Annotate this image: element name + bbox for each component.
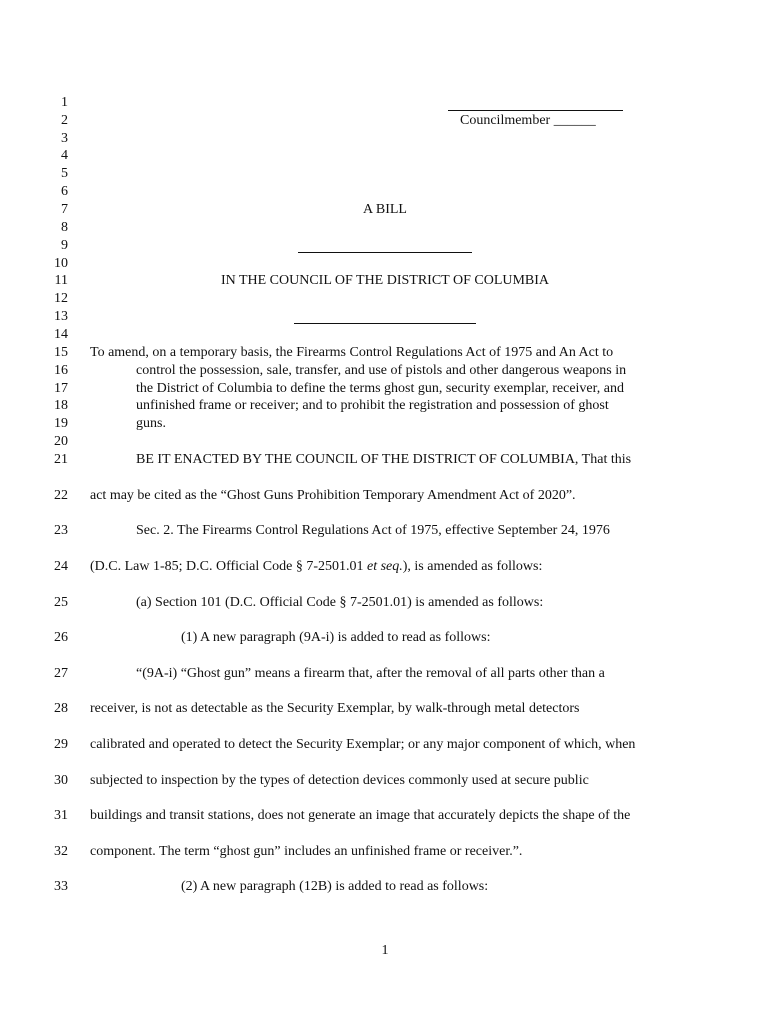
long-title-line: To amend, on a temporary basis, the Firearms Control Regulations Act of 1975 and An Act to: [90, 345, 614, 360]
line-number: 29: [54, 737, 68, 752]
line-number: 28: [54, 701, 68, 716]
separator-line: [294, 323, 476, 324]
line-number: 3: [61, 131, 68, 146]
section-heading: Sec. 2. The Firearms Control Regulations Act of 1975, effective September 24, 1976: [136, 523, 610, 538]
line-number: 12: [54, 291, 68, 306]
line-number: 21: [54, 452, 68, 467]
line-number: 7: [61, 202, 68, 217]
line-number: 15: [54, 345, 68, 360]
body-line: component. The term “ghost gun” includes an unfinished frame or receiver.”.: [90, 844, 523, 859]
line-number: 23: [54, 523, 68, 538]
line-number: 30: [54, 773, 68, 788]
body-line: calibrated and operated to detect the Security Exemplar; or any major component of which, when: [90, 737, 636, 752]
line-number: 6: [61, 184, 68, 199]
line-number: 10: [54, 256, 68, 271]
body-line: receiver, is not as detectable as the Security Exemplar, by walk-through metal detectors: [90, 701, 580, 716]
citation-italic: et seq.: [366, 559, 403, 574]
citation-text-end: ), is amended as follows:: [402, 559, 543, 574]
body-line: [90, 559, 542, 575]
signature-line: [448, 110, 623, 111]
line-number: 1: [61, 95, 68, 110]
line-number: 32: [54, 844, 68, 859]
long-title-line: unfinished frame or receiver; and to prohibit the registration and possession of ghost: [136, 398, 609, 413]
line-number: 4: [61, 148, 68, 163]
body-line: subjected to inspection by the types of detection devices commonly used at secure public: [90, 773, 589, 788]
body-line: act may be cited as the “Ghost Guns Prohibition Temporary Amendment Act of 2020”.: [90, 488, 576, 503]
line-number: 11: [54, 273, 68, 288]
line-number: 18: [54, 398, 68, 413]
line-number: 16: [54, 363, 68, 378]
long-title-line: control the possession, sale, transfer, and use of pistols and other dangerous weapons in: [136, 363, 627, 378]
council-heading: IN THE COUNCIL OF THE DISTRICT OF COLUMBIA: [220, 273, 550, 288]
line-number: 14: [54, 327, 68, 342]
line-number: 9: [61, 238, 68, 253]
paragraph-line: (1) A new paragraph (9A-i) is added to read as follows:: [181, 630, 491, 645]
line-number: 31: [54, 808, 68, 823]
citation-text: (D.C. Law 1-85; D.C. Official Code § 7-2501.01: [90, 559, 367, 574]
bill-title: A BILL: [363, 202, 407, 217]
line-number: 2: [61, 113, 68, 128]
line-number: 5: [61, 166, 68, 181]
line-number: 19: [54, 416, 68, 431]
separator-line: [298, 252, 472, 253]
line-number: 22: [54, 488, 68, 503]
councilmember-label: Councilmember ______: [460, 113, 596, 128]
line-number: 8: [61, 220, 68, 235]
body-line: buildings and transit stations, does not generate an image that accurately depicts the shape of the: [90, 808, 631, 823]
line-number: 20: [54, 434, 68, 449]
page-number: 1: [381, 943, 389, 958]
line-number: 33: [54, 879, 68, 894]
line-number: 27: [54, 666, 68, 681]
definition-line: “(9A-i) “Ghost gun” means a firearm that, after the removal of all parts other than a: [136, 666, 605, 681]
line-number: 13: [54, 309, 68, 324]
subsection-line: (a) Section 101 (D.C. Official Code § 7-2501.01) is amended as follows:: [136, 595, 544, 610]
long-title-line: the District of Columbia to define the terms ghost gun, security exemplar, receiver, and: [136, 381, 624, 396]
line-number: 17: [54, 381, 68, 396]
enacting-clause: BE IT ENACTED BY THE COUNCIL OF THE DISTRICT OF COLUMBIA, That this: [136, 452, 632, 467]
line-number: 25: [54, 595, 68, 610]
line-number: 26: [54, 630, 68, 645]
long-title-line: guns.: [136, 416, 166, 431]
paragraph-line: (2) A new paragraph (12B) is added to read as follows:: [181, 879, 489, 894]
line-number: 24: [54, 559, 68, 574]
